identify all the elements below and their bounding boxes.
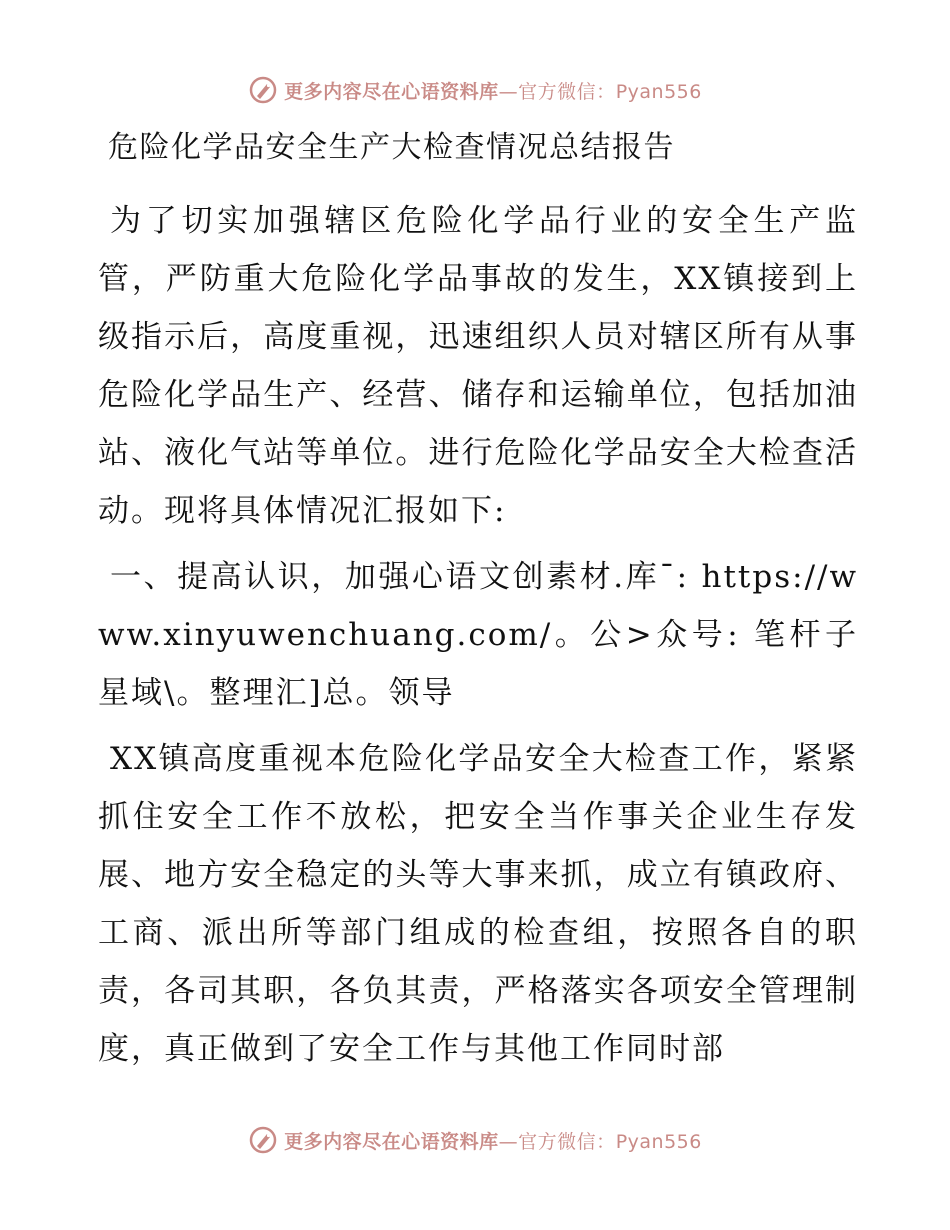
watermark-site-text: 更多内容尽在心语资料库 (284, 80, 499, 103)
watermark-dash: — (498, 1130, 519, 1153)
watermark-wechat-id: Pyan556 (615, 1130, 702, 1153)
watermark-wechat-label: 官方微信： (518, 80, 616, 103)
paragraph-intro: 为了切实加强辖区危险化学品行业的安全生产监管，严防重大危险化学品事故的发生，XX镇接到上级指示后，高度重视，迅速组织人员对辖区所有从事危险化学品生产、经营、储存和运输单位，包括加油站、液化气站等单位。进行危险化学品安全大检查活动。现将具体情况汇报如下: (98, 203, 858, 529)
pen-nib-logo-icon (248, 1125, 278, 1155)
watermark-site-text: 更多内容尽在心语资料库 (284, 1130, 499, 1153)
document-title: 危险化学品安全生产大检查情况总结报告 (108, 130, 675, 165)
watermark-wechat-label: 官方微信： (518, 1130, 616, 1153)
paragraph-leadership: XX镇高度重视本危险化学品安全大检查工作，紧紧抓住安全工作不放松，把安全当作事关企业生存发展、地方安全稳定的头等大事来抓，成立有镇政府、工商、派出所等部门组成的检查组，按照各自的职责，各司其职，各负其责，严格落实各项安全管理制度，真正做到了安全工作与其他工作同时部 (98, 741, 858, 1067)
document-body (98, 192, 858, 1086)
watermark-dash: — (498, 80, 519, 103)
watermark-text (284, 1127, 702, 1154)
watermark-wechat-id: Pyan556 (615, 80, 702, 103)
paragraph-section-heading: 一、提高认识，加强心语文创素材.库¯: https://www.xinyuwenchuang.com/。公>众号: 笔杆子星域\。整理汇]总。领导 (98, 559, 858, 711)
header-watermark-banner (0, 70, 950, 110)
pen-nib-logo-icon (248, 75, 278, 105)
footer-watermark-banner (0, 1120, 950, 1160)
watermark-text (284, 77, 702, 104)
